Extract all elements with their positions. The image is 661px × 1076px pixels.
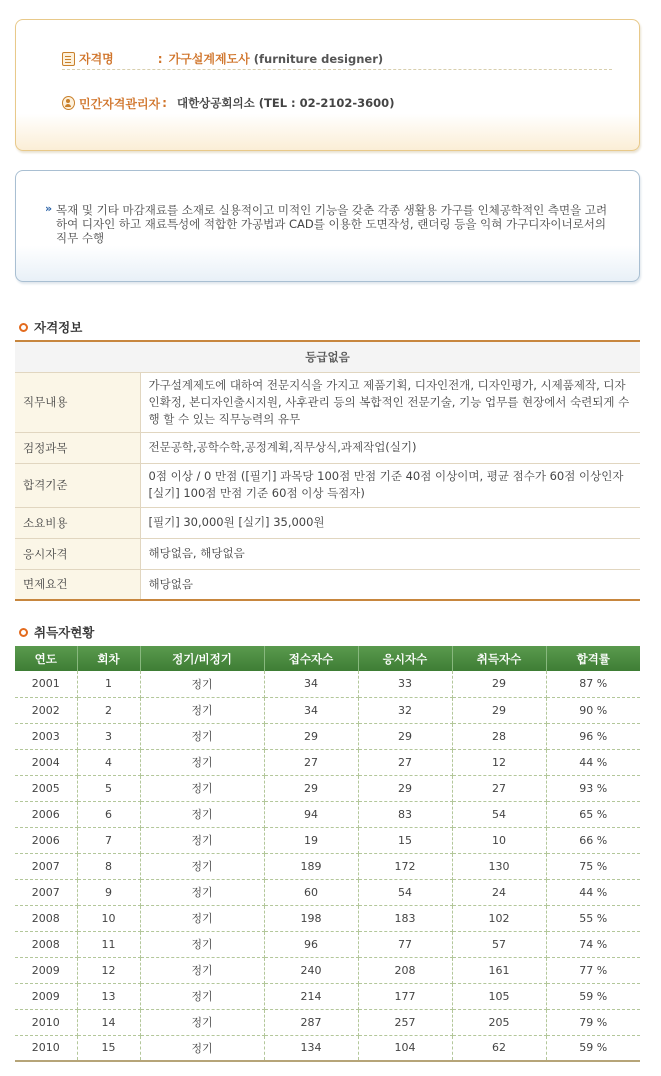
cell-pass-rate: 59 % xyxy=(546,983,640,1009)
table-row xyxy=(15,697,640,723)
cell-type: 정기 xyxy=(140,671,264,697)
cell-round: 3 xyxy=(77,723,140,749)
cell-examinees: 27 xyxy=(358,749,452,775)
cell-applicants: 214 xyxy=(264,983,358,1009)
cell-acquirers: 54 xyxy=(452,801,546,827)
cell-year: 2003 xyxy=(15,723,77,749)
table-row xyxy=(15,671,640,697)
table-row xyxy=(15,827,640,853)
row-value: 해당없음, 해당없음 xyxy=(140,538,640,569)
cell-year: 2007 xyxy=(15,853,77,879)
row-label: 소요비용 xyxy=(15,507,140,538)
cell-applicants: 134 xyxy=(264,1035,358,1061)
cell-examinees: 257 xyxy=(358,1009,452,1035)
cell-examinees: 29 xyxy=(358,723,452,749)
cell-pass-rate: 96 % xyxy=(546,723,640,749)
cell-examinees: 54 xyxy=(358,879,452,905)
cell-applicants: 287 xyxy=(264,1009,358,1035)
cell-examinees: 77 xyxy=(358,931,452,957)
colon-separator: : xyxy=(162,96,167,110)
cell-round: 9 xyxy=(77,879,140,905)
cell-examinees: 104 xyxy=(358,1035,452,1061)
cell-acquirers: 28 xyxy=(452,723,546,749)
table-row xyxy=(15,749,640,775)
cell-round: 14 xyxy=(77,1009,140,1035)
cell-acquirers: 105 xyxy=(452,983,546,1009)
cell-applicants: 34 xyxy=(264,697,358,723)
header-applicants: 접수자수 xyxy=(264,646,358,671)
row-label: 검정과목 xyxy=(15,432,140,463)
table-row xyxy=(15,538,640,569)
info-table xyxy=(15,340,640,601)
cell-type: 정기 xyxy=(140,879,264,905)
cell-year: 2001 xyxy=(15,671,77,697)
cell-applicants: 27 xyxy=(264,749,358,775)
table-row xyxy=(15,775,640,801)
table-row xyxy=(15,1009,640,1035)
cell-applicants: 29 xyxy=(264,775,358,801)
cell-acquirers: 10 xyxy=(452,827,546,853)
row-label: 면제요건 xyxy=(15,569,140,600)
cell-pass-rate: 90 % xyxy=(546,697,640,723)
cell-type: 정기 xyxy=(140,957,264,983)
table-row xyxy=(15,463,640,507)
qualification-name-english: (furniture designer) xyxy=(253,51,384,66)
cell-applicants: 94 xyxy=(264,801,358,827)
cell-round: 5 xyxy=(77,775,140,801)
cell-type: 정기 xyxy=(140,775,264,801)
cell-year: 2006 xyxy=(15,827,77,853)
cell-pass-rate: 55 % xyxy=(546,905,640,931)
cell-acquirers: 57 xyxy=(452,931,546,957)
row-value: 해당없음 xyxy=(140,569,640,600)
bullet-icon xyxy=(19,323,28,332)
cell-type: 정기 xyxy=(140,853,264,879)
document-icon xyxy=(62,52,75,66)
row-label: 합격기준 xyxy=(15,463,140,507)
header-round: 회차 xyxy=(77,646,140,671)
cell-round: 2 xyxy=(77,697,140,723)
cell-year: 2008 xyxy=(15,905,77,931)
grade-cell: 등급없음 xyxy=(15,341,640,372)
table-row xyxy=(15,569,640,600)
header-examinees: 응시자수 xyxy=(358,646,452,671)
cell-applicants: 60 xyxy=(264,879,358,905)
cell-type: 정기 xyxy=(140,801,264,827)
cell-examinees: 208 xyxy=(358,957,452,983)
stats-section-title-text: 취득자현황 xyxy=(34,625,95,640)
cell-applicants: 29 xyxy=(264,723,358,749)
row-value: 0점 이상 / 0 만점 ([필기] 과목당 100점 만점 기준 40점 이상이며, 평균 점수가 60점 이상인자 [실기] 100점 만점 기준 60점 이상 득점자) xyxy=(140,463,640,507)
cell-year: 2004 xyxy=(15,749,77,775)
table-row xyxy=(15,1035,640,1061)
table-row xyxy=(15,879,640,905)
table-row xyxy=(15,931,640,957)
cell-pass-rate: 44 % xyxy=(546,749,640,775)
table-row xyxy=(15,432,640,463)
table-row xyxy=(15,983,640,1009)
cell-pass-rate: 59 % xyxy=(546,1035,640,1061)
table-row xyxy=(15,957,640,983)
cell-acquirers: 205 xyxy=(452,1009,546,1035)
cell-year: 2010 xyxy=(15,1009,77,1035)
cell-year: 2009 xyxy=(15,983,77,1009)
cell-round: 7 xyxy=(77,827,140,853)
cell-pass-rate: 75 % xyxy=(546,853,640,879)
cell-acquirers: 29 xyxy=(452,697,546,723)
cell-applicants: 189 xyxy=(264,853,358,879)
header-acquirers: 취득자수 xyxy=(452,646,546,671)
row-label: 직무내용 xyxy=(15,372,140,432)
table-row xyxy=(15,853,640,879)
cell-type: 정기 xyxy=(140,983,264,1009)
cell-year: 2002 xyxy=(15,697,77,723)
cell-pass-rate: 65 % xyxy=(546,801,640,827)
cell-round: 11 xyxy=(77,931,140,957)
cell-type: 정기 xyxy=(140,827,264,853)
row-value: 전문공학,공학수학,공정계획,직무상식,과제작업(실기) xyxy=(140,432,640,463)
stats-section-title xyxy=(19,623,94,641)
cell-examinees: 32 xyxy=(358,697,452,723)
stats-table xyxy=(15,646,640,1062)
cell-year: 2005 xyxy=(15,775,77,801)
cell-applicants: 34 xyxy=(264,671,358,697)
cell-type: 정기 xyxy=(140,1035,264,1061)
job-description-text: 목재 및 기타 마감재료를 소재로 실용적이고 미적인 기능을 갖춘 각종 생활용 가구를 인체공학적인 측면을 고려하여 디자인 하고 재료특성에 적합한 가공법과 CAD를 이용한 도면작성, 랜더링 등을 익혀 가구디자이너로서의 직무 수행 xyxy=(56,203,608,245)
table-row xyxy=(15,905,640,931)
cell-applicants: 198 xyxy=(264,905,358,931)
cell-examinees: 183 xyxy=(358,905,452,931)
cell-acquirers: 29 xyxy=(452,671,546,697)
header-type: 정기/비정기 xyxy=(140,646,264,671)
cell-acquirers: 161 xyxy=(452,957,546,983)
qualification-name-label: 자격명 xyxy=(79,52,114,66)
info-section-title xyxy=(19,318,82,336)
header-pass-rate: 합격률 xyxy=(546,646,640,671)
cell-type: 정기 xyxy=(140,749,264,775)
cell-round: 1 xyxy=(77,671,140,697)
person-icon xyxy=(62,96,75,110)
cell-acquirers: 12 xyxy=(452,749,546,775)
stats-table-body xyxy=(15,671,640,1061)
cell-round: 13 xyxy=(77,983,140,1009)
cell-acquirers: 27 xyxy=(452,775,546,801)
stats-header-row xyxy=(15,646,640,671)
cell-year: 2010 xyxy=(15,1035,77,1061)
info-section-title-text: 자격정보 xyxy=(34,320,83,335)
cell-pass-rate: 87 % xyxy=(546,671,640,697)
qualification-name-value: 가구설계제도사 xyxy=(168,52,250,66)
row-value: [필기] 30,000원 [실기] 35,000원 xyxy=(140,507,640,538)
qualification-name-row xyxy=(62,48,612,70)
header-year: 연도 xyxy=(15,646,77,671)
cell-pass-rate: 79 % xyxy=(546,1009,640,1035)
cell-acquirers: 62 xyxy=(452,1035,546,1061)
cell-round: 15 xyxy=(77,1035,140,1061)
cell-round: 10 xyxy=(77,905,140,931)
cell-type: 정기 xyxy=(140,931,264,957)
cell-examinees: 29 xyxy=(358,775,452,801)
cell-acquirers: 130 xyxy=(452,853,546,879)
cell-year: 2006 xyxy=(15,801,77,827)
cell-type: 정기 xyxy=(140,697,264,723)
table-row xyxy=(15,801,640,827)
double-arrow-icon: » xyxy=(45,202,53,215)
qualification-manager-value: 대한상공회의소 (TEL : 02-2102-3600) xyxy=(176,96,395,110)
cell-pass-rate: 44 % xyxy=(546,879,640,905)
cell-examinees: 177 xyxy=(358,983,452,1009)
cell-examinees: 33 xyxy=(358,671,452,697)
cell-pass-rate: 93 % xyxy=(546,775,640,801)
job-description-box xyxy=(15,170,640,282)
cell-type: 정기 xyxy=(140,723,264,749)
cell-round: 6 xyxy=(77,801,140,827)
table-row xyxy=(15,507,640,538)
cell-examinees: 83 xyxy=(358,801,452,827)
cell-type: 정기 xyxy=(140,905,264,931)
grade-row xyxy=(15,341,640,372)
cell-type: 정기 xyxy=(140,1009,264,1035)
cell-year: 2008 xyxy=(15,931,77,957)
cell-pass-rate: 74 % xyxy=(546,931,640,957)
cell-examinees: 172 xyxy=(358,853,452,879)
cell-year: 2007 xyxy=(15,879,77,905)
bullet-icon xyxy=(19,628,28,637)
cell-pass-rate: 77 % xyxy=(546,957,640,983)
cell-applicants: 19 xyxy=(264,827,358,853)
cell-pass-rate: 66 % xyxy=(546,827,640,853)
cell-acquirers: 102 xyxy=(452,905,546,931)
qualification-manager-label: 민간자격관리자 xyxy=(79,96,161,111)
qualification-summary-box xyxy=(15,19,640,151)
colon-separator: : xyxy=(157,51,163,66)
cell-acquirers: 24 xyxy=(452,879,546,905)
table-row xyxy=(15,372,640,432)
cell-examinees: 15 xyxy=(358,827,452,853)
cell-applicants: 96 xyxy=(264,931,358,957)
table-row xyxy=(15,723,640,749)
cell-round: 8 xyxy=(77,853,140,879)
qualification-manager-row xyxy=(62,93,394,113)
cell-round: 4 xyxy=(77,749,140,775)
row-value: 가구설계제도에 대하여 전문지식을 가지고 제품기획, 디자인전개, 디자인평가, 시제품제작, 디자인확정, 본디자인출시지원, 사후관리 등의 복합적인 전문기술, 기능 업무를 현장에서 숙련되게 수행 할 수 있는 직무능력의 유무 xyxy=(140,372,640,432)
cell-round: 12 xyxy=(77,957,140,983)
cell-applicants: 240 xyxy=(264,957,358,983)
row-label: 응시자격 xyxy=(15,538,140,569)
cell-year: 2009 xyxy=(15,957,77,983)
